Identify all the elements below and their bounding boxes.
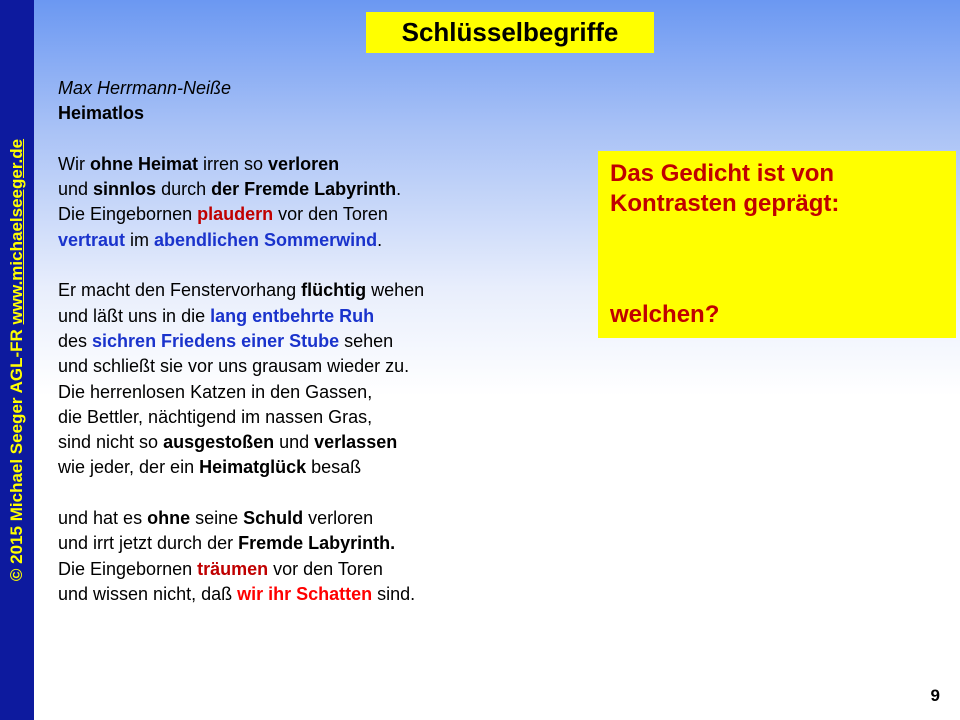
keyword-blue: vertraut xyxy=(58,229,126,250)
text-segment: und xyxy=(58,179,94,200)
poem-line xyxy=(58,304,578,329)
keyword-blue: lang entbehrte Ruh xyxy=(210,305,375,326)
text-segment: des xyxy=(58,330,93,351)
text-segment: sind nicht so xyxy=(58,432,164,453)
copyright-text xyxy=(7,139,27,581)
keyword: Schuld xyxy=(243,508,304,529)
keyword-red: plaudern xyxy=(197,204,274,225)
poem-author: Max Herrmann-Neiße xyxy=(58,78,232,98)
text-segment: im xyxy=(125,229,155,250)
poem-line xyxy=(58,152,578,177)
keyword-blue: abendlichen Sommerwind xyxy=(154,229,378,250)
text-segment: . xyxy=(377,229,383,250)
text-segment: Er macht den Fenstervorhang xyxy=(58,280,302,301)
poem xyxy=(58,76,578,607)
text-segment: seine xyxy=(190,508,244,529)
question-box xyxy=(598,151,956,338)
keyword: der Fremde Labyrinth xyxy=(211,179,397,200)
keyword: ausgestoßen xyxy=(163,432,275,453)
keyword-bright-red: wir ihr Schatten xyxy=(237,583,373,604)
text-segment: und irrt jetzt durch der xyxy=(58,533,239,554)
poem-line xyxy=(58,202,578,227)
text-segment: vor den Toren xyxy=(268,558,383,579)
text-segment: verloren xyxy=(303,508,374,529)
text-segment: Die Eingebornen xyxy=(58,204,198,225)
question-answer: welchen? xyxy=(610,301,720,328)
text-segment: und wissen nicht, daß xyxy=(58,583,238,604)
keyword: flüchtig xyxy=(301,280,367,301)
text-segment: und xyxy=(274,432,315,453)
poem-line xyxy=(58,177,578,202)
poem-line xyxy=(58,380,578,405)
poem-line xyxy=(58,557,578,582)
website-link[interactable]: www.michaelseeger.de xyxy=(7,138,26,325)
text-segment: sind. xyxy=(372,583,416,604)
stanza-gap xyxy=(58,127,578,152)
keyword: verloren xyxy=(268,153,340,174)
poem-line xyxy=(58,430,578,455)
text-segment: irren so xyxy=(198,153,269,174)
poem-line xyxy=(58,582,578,607)
keyword: Heimatglück xyxy=(199,457,307,478)
keyword-red: träumen xyxy=(197,558,269,579)
slide-title: Schlüsselbegriffe xyxy=(366,12,654,53)
poem-line xyxy=(58,278,578,303)
question-line-2: Kontrasten geprägt: xyxy=(610,190,840,217)
poem-title: Heimatlos xyxy=(58,103,145,124)
text-segment: . xyxy=(396,179,402,200)
text-segment: besaß xyxy=(306,457,362,478)
stanza-gap xyxy=(58,253,578,278)
text-segment: Die herrenlosen Katzen in den Gassen, xyxy=(58,381,373,402)
text-segment: und schließt sie vor uns grausam wieder zu. xyxy=(58,356,410,377)
page-number: 9 xyxy=(930,686,940,705)
keyword: Fremde Labyrinth. xyxy=(238,533,396,554)
text-segment: und läßt uns in die xyxy=(58,305,211,326)
text-segment: durch xyxy=(156,179,212,200)
poem-line xyxy=(58,455,578,480)
sidebar xyxy=(0,0,34,720)
text-segment: wehen xyxy=(366,280,425,301)
question-line-1: Das Gedicht ist von xyxy=(610,160,835,187)
keyword: ohne xyxy=(147,508,191,529)
keyword: ohne Heimat xyxy=(89,153,199,174)
poem-line xyxy=(58,228,578,253)
poem-line xyxy=(58,506,578,531)
text-segment: vor den Toren xyxy=(273,204,388,225)
poem-line xyxy=(58,329,578,354)
copyright-label: © 2015 Michael Seeger AGL-FR xyxy=(7,329,26,582)
text-segment: Die Eingebornen xyxy=(58,558,198,579)
stanza-gap xyxy=(58,481,578,506)
poem-line xyxy=(58,531,578,556)
text-segment: die Bettler, nächtigend im nassen Gras, xyxy=(58,406,373,427)
keyword-blue: sichren Friedens einer Stube xyxy=(92,330,340,351)
keyword: sinnlos xyxy=(93,179,157,200)
text-segment: wie jeder, der ein xyxy=(58,457,200,478)
text-segment: und hat es xyxy=(58,508,148,529)
text-segment: Wir xyxy=(58,153,90,174)
poem-line xyxy=(58,354,578,379)
text-segment: sehen xyxy=(339,330,394,351)
keyword: verlassen xyxy=(314,432,398,453)
poem-line xyxy=(58,405,578,430)
